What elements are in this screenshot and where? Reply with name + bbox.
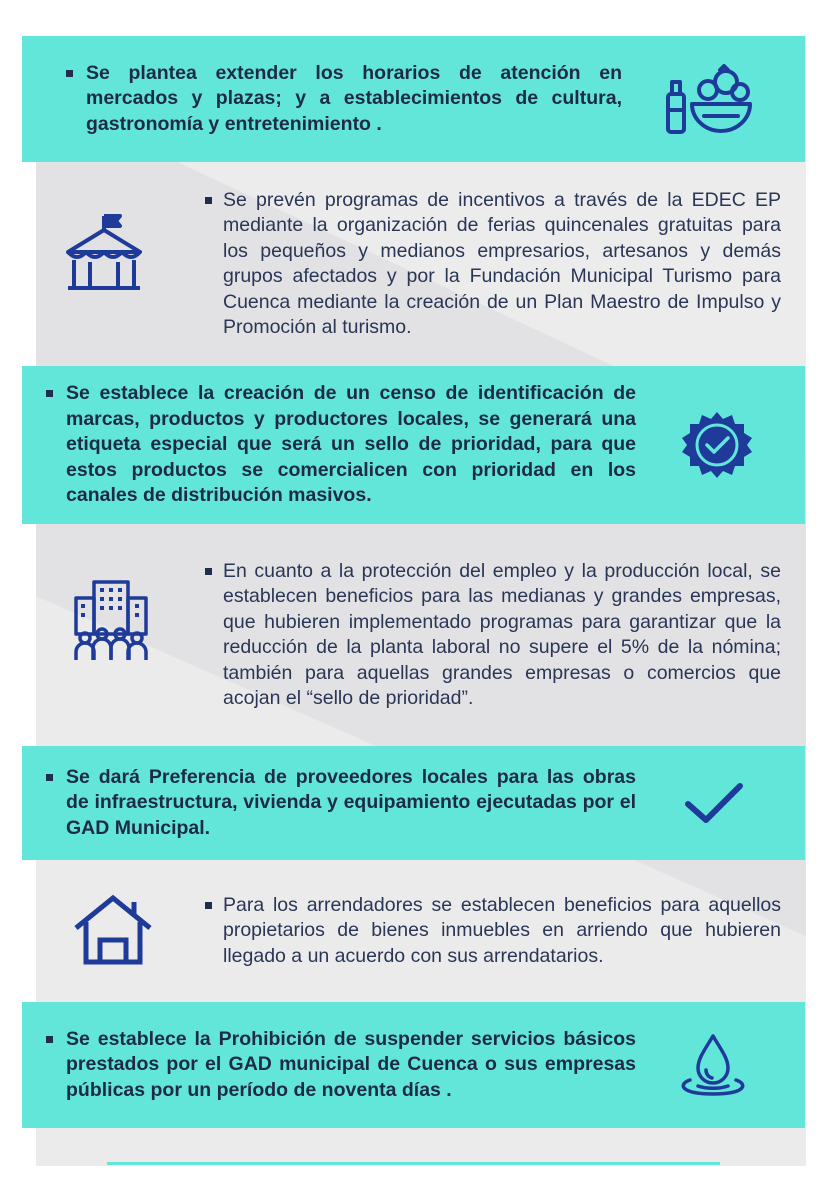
footer-divider — [107, 1162, 720, 1165]
water-drop-icon — [676, 1032, 750, 1098]
grocery-bag-icon — [664, 64, 754, 136]
item-6 — [22, 860, 805, 1002]
item-7 — [22, 1002, 805, 1128]
item-2 — [22, 162, 805, 366]
item-4-text: En cuanto a la protección del empleo y la producción local, se establecen beneficios para las medianas y grandes empresas, que hubieren implementado programas para garantizar que la reducción de la planta laboral no supere el 5% de la nómina; también para aquellas grandes empresas o comercios que acojan el “sello de prioridad”. — [203, 559, 781, 712]
item-1 — [22, 36, 805, 162]
item-7-text: Se establece la Prohibición de suspender servicios básicos prestados por el GAD municipal de Cuenca o sus empresas públicas por un período de noventa días . — [44, 1027, 636, 1104]
building-people-icon — [72, 578, 150, 662]
fair-tent-icon — [64, 212, 144, 292]
item-5 — [22, 746, 805, 860]
item-2-text: Se prevén programas de incentivos a través de la EDEC EP mediante la organización de ferias quincenales gratuitas para los pequeños y medianos empresarios, artesanos y demás grupos afectados y por la Fundación Municipal Turismo para Cuenca mediante la creación de un Plan Maestro de Impulso y Promoción al turismo. — [203, 188, 781, 341]
item-4 — [22, 524, 805, 746]
seal-badge-icon — [682, 410, 752, 480]
house-icon — [72, 892, 154, 968]
item-6-text: Para los arrendadores se establecen beneficios para aquellos propietarios de bienes inmuebles en arriendo que hubieren llegado a un acuerdo con sus arrendatarios. — [203, 893, 781, 970]
item-1-text: Se plantea extender los horarios de atención en mercados y plazas; y a establecimientos de cultura, gastronomía y entretenimiento . — [64, 61, 622, 138]
item-3 — [22, 366, 805, 524]
checkmark-icon — [682, 780, 746, 826]
item-3-text: Se establece la creación de un censo de identificación de marcas, productos y productores locales, se generará una etiqueta especial que será un sello de prioridad, para que estos productos se comercialicen con prioridad en los canales de distribución masivos. — [44, 381, 636, 509]
item-5-text: Se dará Preferencia de proveedores locales para las obras de infraestructura, vivienda y equipamiento ejecutadas por el GAD Municipal. — [44, 765, 636, 842]
